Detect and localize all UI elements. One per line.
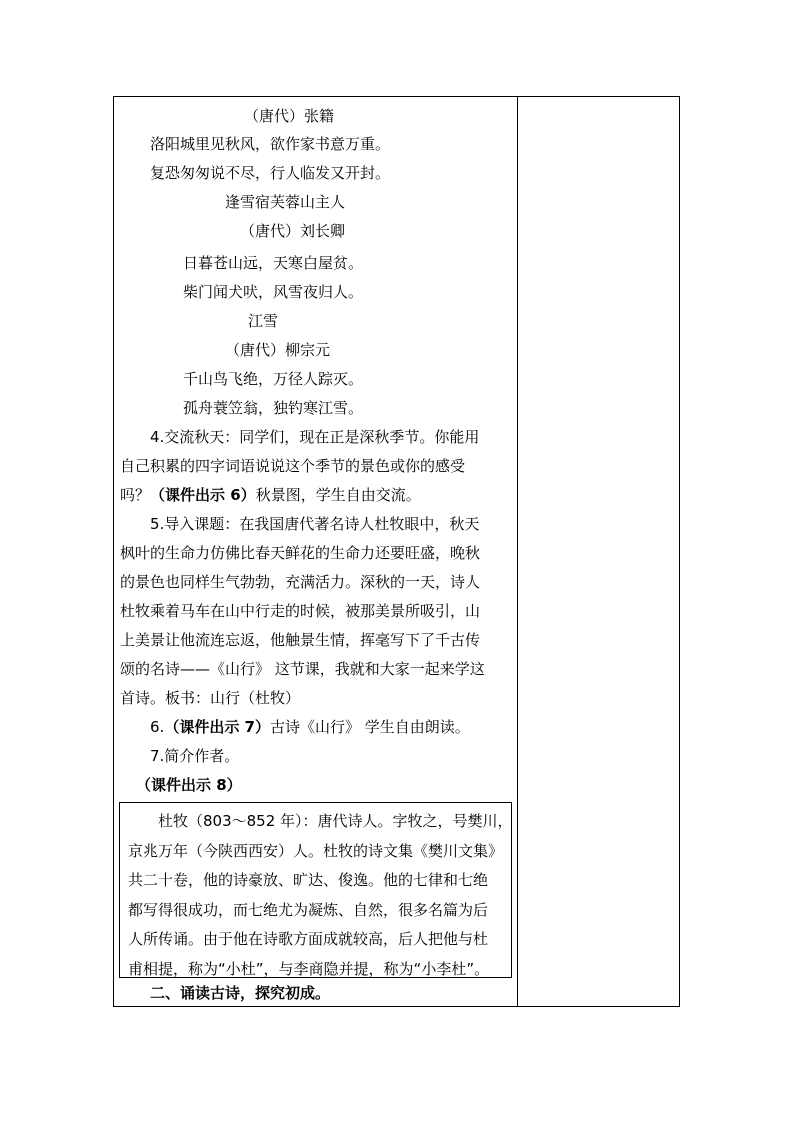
poem-author: （唐代）柳宗元 bbox=[225, 341, 331, 359]
step-text: 枫叶的生命力仿佛比春天鲜花的生命力还要旺盛，晚秋 bbox=[120, 544, 481, 562]
poem-author: （唐代）张籍 bbox=[244, 107, 335, 125]
step-text: 5.导入课题：在我国唐代著名诗人杜牧眼中，秋天 bbox=[150, 515, 480, 533]
step-text: 上美景让他流连忘返，他触景生情，挥毫写下了千古传 bbox=[120, 631, 481, 649]
author-info-line: 人所传诵。由于他在诗歌方面成就较高，后人把他与杜 bbox=[128, 930, 489, 948]
step-text: 秋景图，学生自由交流。 bbox=[255, 486, 421, 504]
step-text: 6. bbox=[150, 718, 165, 736]
poem-line: 复恐匆匆说不尽，行人临发又开封。 bbox=[150, 164, 391, 182]
poem-line: 千山鸟飞绝，万径人踪灭。 bbox=[183, 370, 364, 388]
courseware-label: （课件出示 7） bbox=[164, 718, 270, 736]
courseware-label: （课件出示 6） bbox=[150, 486, 256, 504]
poem-line: 日暮苍山远，天寒白屋贫。 bbox=[183, 254, 364, 272]
step-text: 颂的名诗——《山行》 这节课，我就和大家一起来学这 bbox=[120, 660, 485, 678]
step-text: 首诗。板书：山行（杜牧） bbox=[120, 689, 301, 707]
author-info-line: 共二十卷，他的诗豪放、旷达、俊逸。他的七律和七绝 bbox=[128, 871, 489, 889]
step-text: 的景色也同样生气勃勃，充满活力。深秋的一天，诗人 bbox=[120, 573, 481, 591]
author-info-line: 甫相提，称为“小杜”，与李商隐并提，称为“小李杜”。 bbox=[128, 959, 490, 978]
step-text: 4.交流秋天：同学们，现在正是深秋季节。你能用 bbox=[150, 428, 480, 446]
author-info-line: 杜牧（803～852 年）：唐代诗人。字牧之，号樊川， bbox=[158, 812, 513, 830]
courseware-label: （课件出示 8） bbox=[136, 776, 242, 794]
step-text: 吗？ bbox=[120, 486, 151, 504]
poem-title: 江雪 bbox=[248, 312, 279, 330]
poem-author: （唐代）刘长卿 bbox=[240, 222, 346, 240]
section-heading: 二、诵读古诗，探究初成。 bbox=[150, 984, 331, 1002]
poem-line: 洛阳城里见秋风，欲作家书意万重。 bbox=[150, 135, 391, 153]
step-text-line bbox=[150, 717, 470, 737]
column-divider bbox=[517, 97, 518, 1006]
poem-line: 柴门闻犬吠，风雪夜归人。 bbox=[183, 283, 364, 301]
author-info-line: 都写得很成功，而七绝尤为凝炼、自然，很多名篇为后 bbox=[128, 900, 489, 919]
step-text-line bbox=[120, 485, 421, 505]
poem-title: 逢雪宿芙蓉山主人 bbox=[225, 193, 346, 211]
step-text: 杜牧乘着马车在山中行走的时候，被那美景所吸引，山 bbox=[120, 602, 481, 620]
step-text: 自己积累的四字词语说说这个季节的景色或你的感受 bbox=[120, 457, 466, 475]
author-info-line: 京兆万年（今陕西西安）人。杜牧的诗文集《樊川文集》 bbox=[128, 841, 504, 860]
poem-line: 孤舟蓑笠翁，独钓寒江雪。 bbox=[183, 399, 364, 417]
step-text: 古诗《山行》 学生自由朗读。 bbox=[269, 718, 470, 736]
author-info-box bbox=[119, 802, 512, 978]
step-text: 7.简介作者。 bbox=[150, 747, 240, 765]
